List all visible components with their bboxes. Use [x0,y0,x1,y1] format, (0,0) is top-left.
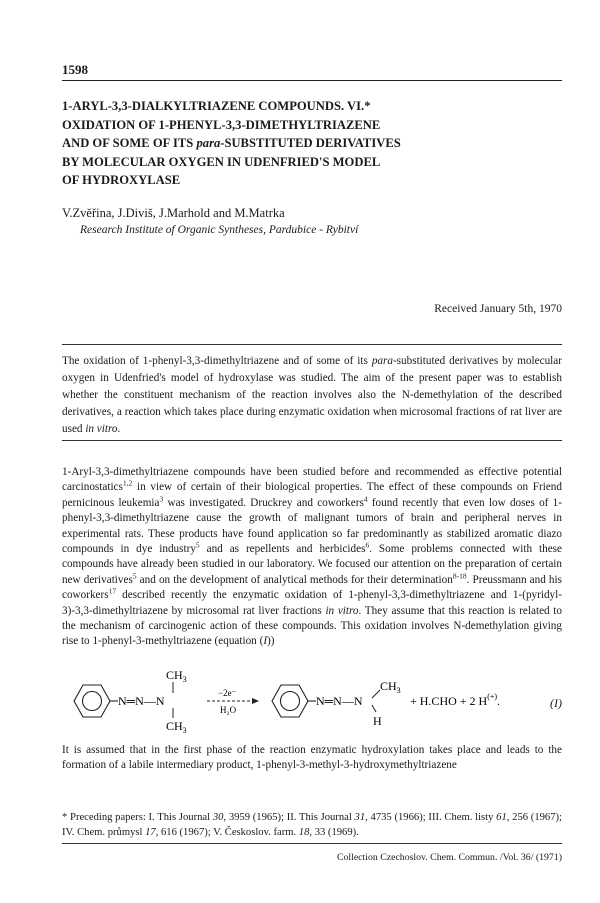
abstract-rule-top [62,344,562,345]
affiliation: Research Institute of Organic Syntheses, Pardubice - Rybitví [80,224,359,236]
body-paragraph-1: 1-Aryl-3,3-dimethyltriazene compounds have been studied before and recommended as effective potential carcinostatics$^{1,2}$ in view of certain of their biological properties. The effect of these compounds on Friend pernicinous leukemia$^3$ was investigated. Druckrey and coworkers$^4$ found recently that even low doses of 1-phenyl-3,3-dimethyltriazene cause the growth of malignant tumors of brain and peripheral nerves in experimental rats. These products have found application so far predominantly as stabilized aromatic diazo compounds in dye industry$^5$ and as repellents and herbicides$^6$. Some problems connected with these compounds have already been studied in our laboratory. We focused our attention on the preparation of certain new derivatives$^5$ and on the development of analytical methods for their determination$^{8-18}$. Preussmann and his coworkers$^{17}$ described recently the enzymatic oxidation of 1-phenyl-3,3-dimethyltriazene and 1-(pyridyl-3)-3,3-dimethyltriazene by microsomal rat liver fractions in vitro. They assume that this reaction is related to the mechanism of carcinogenic action of these compounds. This oxidation involves N-demethylation giving rise to 1-phenyl-3-methyltriazene (equation (I)) [62,466,563,648]
article-title [62,97,562,190]
header-rule [62,80,562,81]
page-number: 1598 [62,62,88,77]
left-methyl-bottom: $CH_3$ [166,719,187,734]
footnote: * Preceding papers: I. This Journal 30, 3959 (1965); II. This Journal 31, 4735 (1966); III. Chem. listy 61, 256 (1967); IV. Chem. průmysl 17, 616 (1967); V. Českoslov. farm. 18, 33 (1969). [62,812,562,838]
title-line-4: BY MOLECULAR OXYGEN IN UDENFRIED'S MODEL [62,154,381,169]
title-line-1: 1-ARYL-3,3-DIALKYLTRIAZENE COMPOUNDS. VI.* [62,99,371,113]
reaction-products: + H.CHO + 2 H(+). [410,692,501,708]
left-methyl-top: $CH_3$ [166,668,187,684]
abstract: The oxidation of 1-phenyl-3,3-dimethyltriazene and of some of its para-substituted derivatives by molecular oxygen in Udenfried's model of hydroxylase was studied. The aim of the present paper was to establish whether the constituent mechanism of the reaction involves also the N-demethylation of the described derivatives, a reaction which takes place during enzymatic oxidation when microsomal fractions of rat liver are used in vitro. [62,355,562,435]
reaction-scheme [62,668,562,734]
footer-rule [62,843,562,844]
right-hydrogen: H [373,714,382,728]
equation-1 [62,668,562,734]
equation-number: (I) [550,696,562,710]
title-line-3: AND OF SOME OF ITS para-SUBSTITUTED DERIVATIVES [62,136,401,150]
benzene-ring-right [272,685,308,717]
authors: V.Zvěřina, J.Diviš, J.Marhold and M.Matrka [62,206,285,220]
arrow-label-bottom: H₂O [220,705,237,715]
abstract-rule-bottom [62,440,562,441]
benzene-ring-left [74,685,110,717]
journal-citation: Collection Czechoslov. Chem. Commun. /Vol. 36/ (1971) [336,852,562,863]
received-date: Received January 5th, 1970 [434,303,562,315]
left-triazene-chain: N═N—N [118,694,165,708]
title-line-5: OF HYDROXYLASE [62,173,181,187]
title-line-2: OXIDATION OF 1-PHENYL-3,3-DIMETHYLTRIAZENE [62,117,381,132]
right-methyl: $CH_3$ [380,679,401,695]
right-triazene-chain: N═N—N [316,694,363,708]
body-paragraph-2: It is assumed that in the first phase of the reaction enzymatic hydroxylation takes place and leads to the formation of a labile intermediary product, 1-phenyl-3-methyl-3-hydroxymethyltriazene [62,744,562,772]
arrow-label-top: −2e⁻ [218,688,237,698]
